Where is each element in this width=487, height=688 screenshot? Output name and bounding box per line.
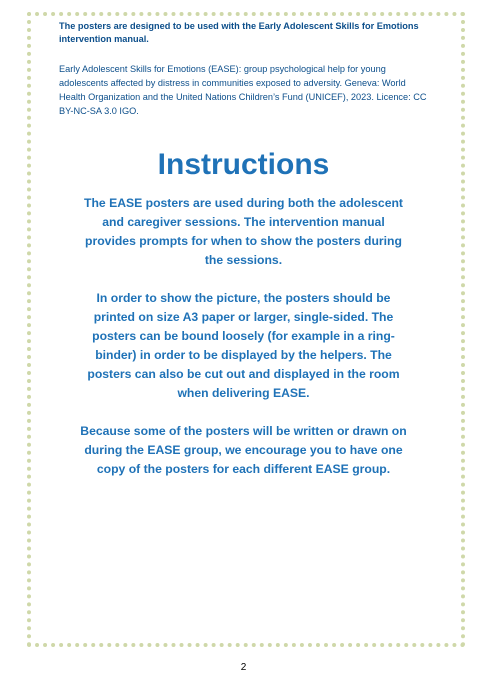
paragraph-copies: Because some of the posters will be written or drawn on during the EASE group, we encourage you to have one copy of the posters for each different EASE group. (80, 424, 407, 476)
instructions-body (80, 194, 407, 498)
page-number: 2 (240, 662, 247, 673)
intro-block (59, 20, 434, 118)
page-title: Instructions (157, 148, 330, 181)
citation-text: Early Adolescent Skills for Emotions (EASE): group psychological help for young adolescents affected by distress in communities exposed to adversity. Geneva: World Health Organization and the United Nations Children’s Fund (UNICEF), 2023. Licence: CC BY-NC-SA 3.0 IGO. (59, 64, 427, 116)
paragraph-printing: In order to show the picture, the posters should be printed on size A3 paper or larger, single-sided. The posters can be bound loosely (for example in a ring-binder) in order to be displayed by the helpers. The posters can also be cut out and displayed in the room when delivering EASE. (87, 291, 400, 400)
paragraph-usage: The EASE posters are used during both the adolescent and caregiver sessions. The intervention manual provides prompts for when to show the posters during the sessions. (84, 196, 403, 267)
intro-note: The posters are designed to be used with the Early Adolescent Skills for Emotions intervention manual. (59, 21, 419, 44)
